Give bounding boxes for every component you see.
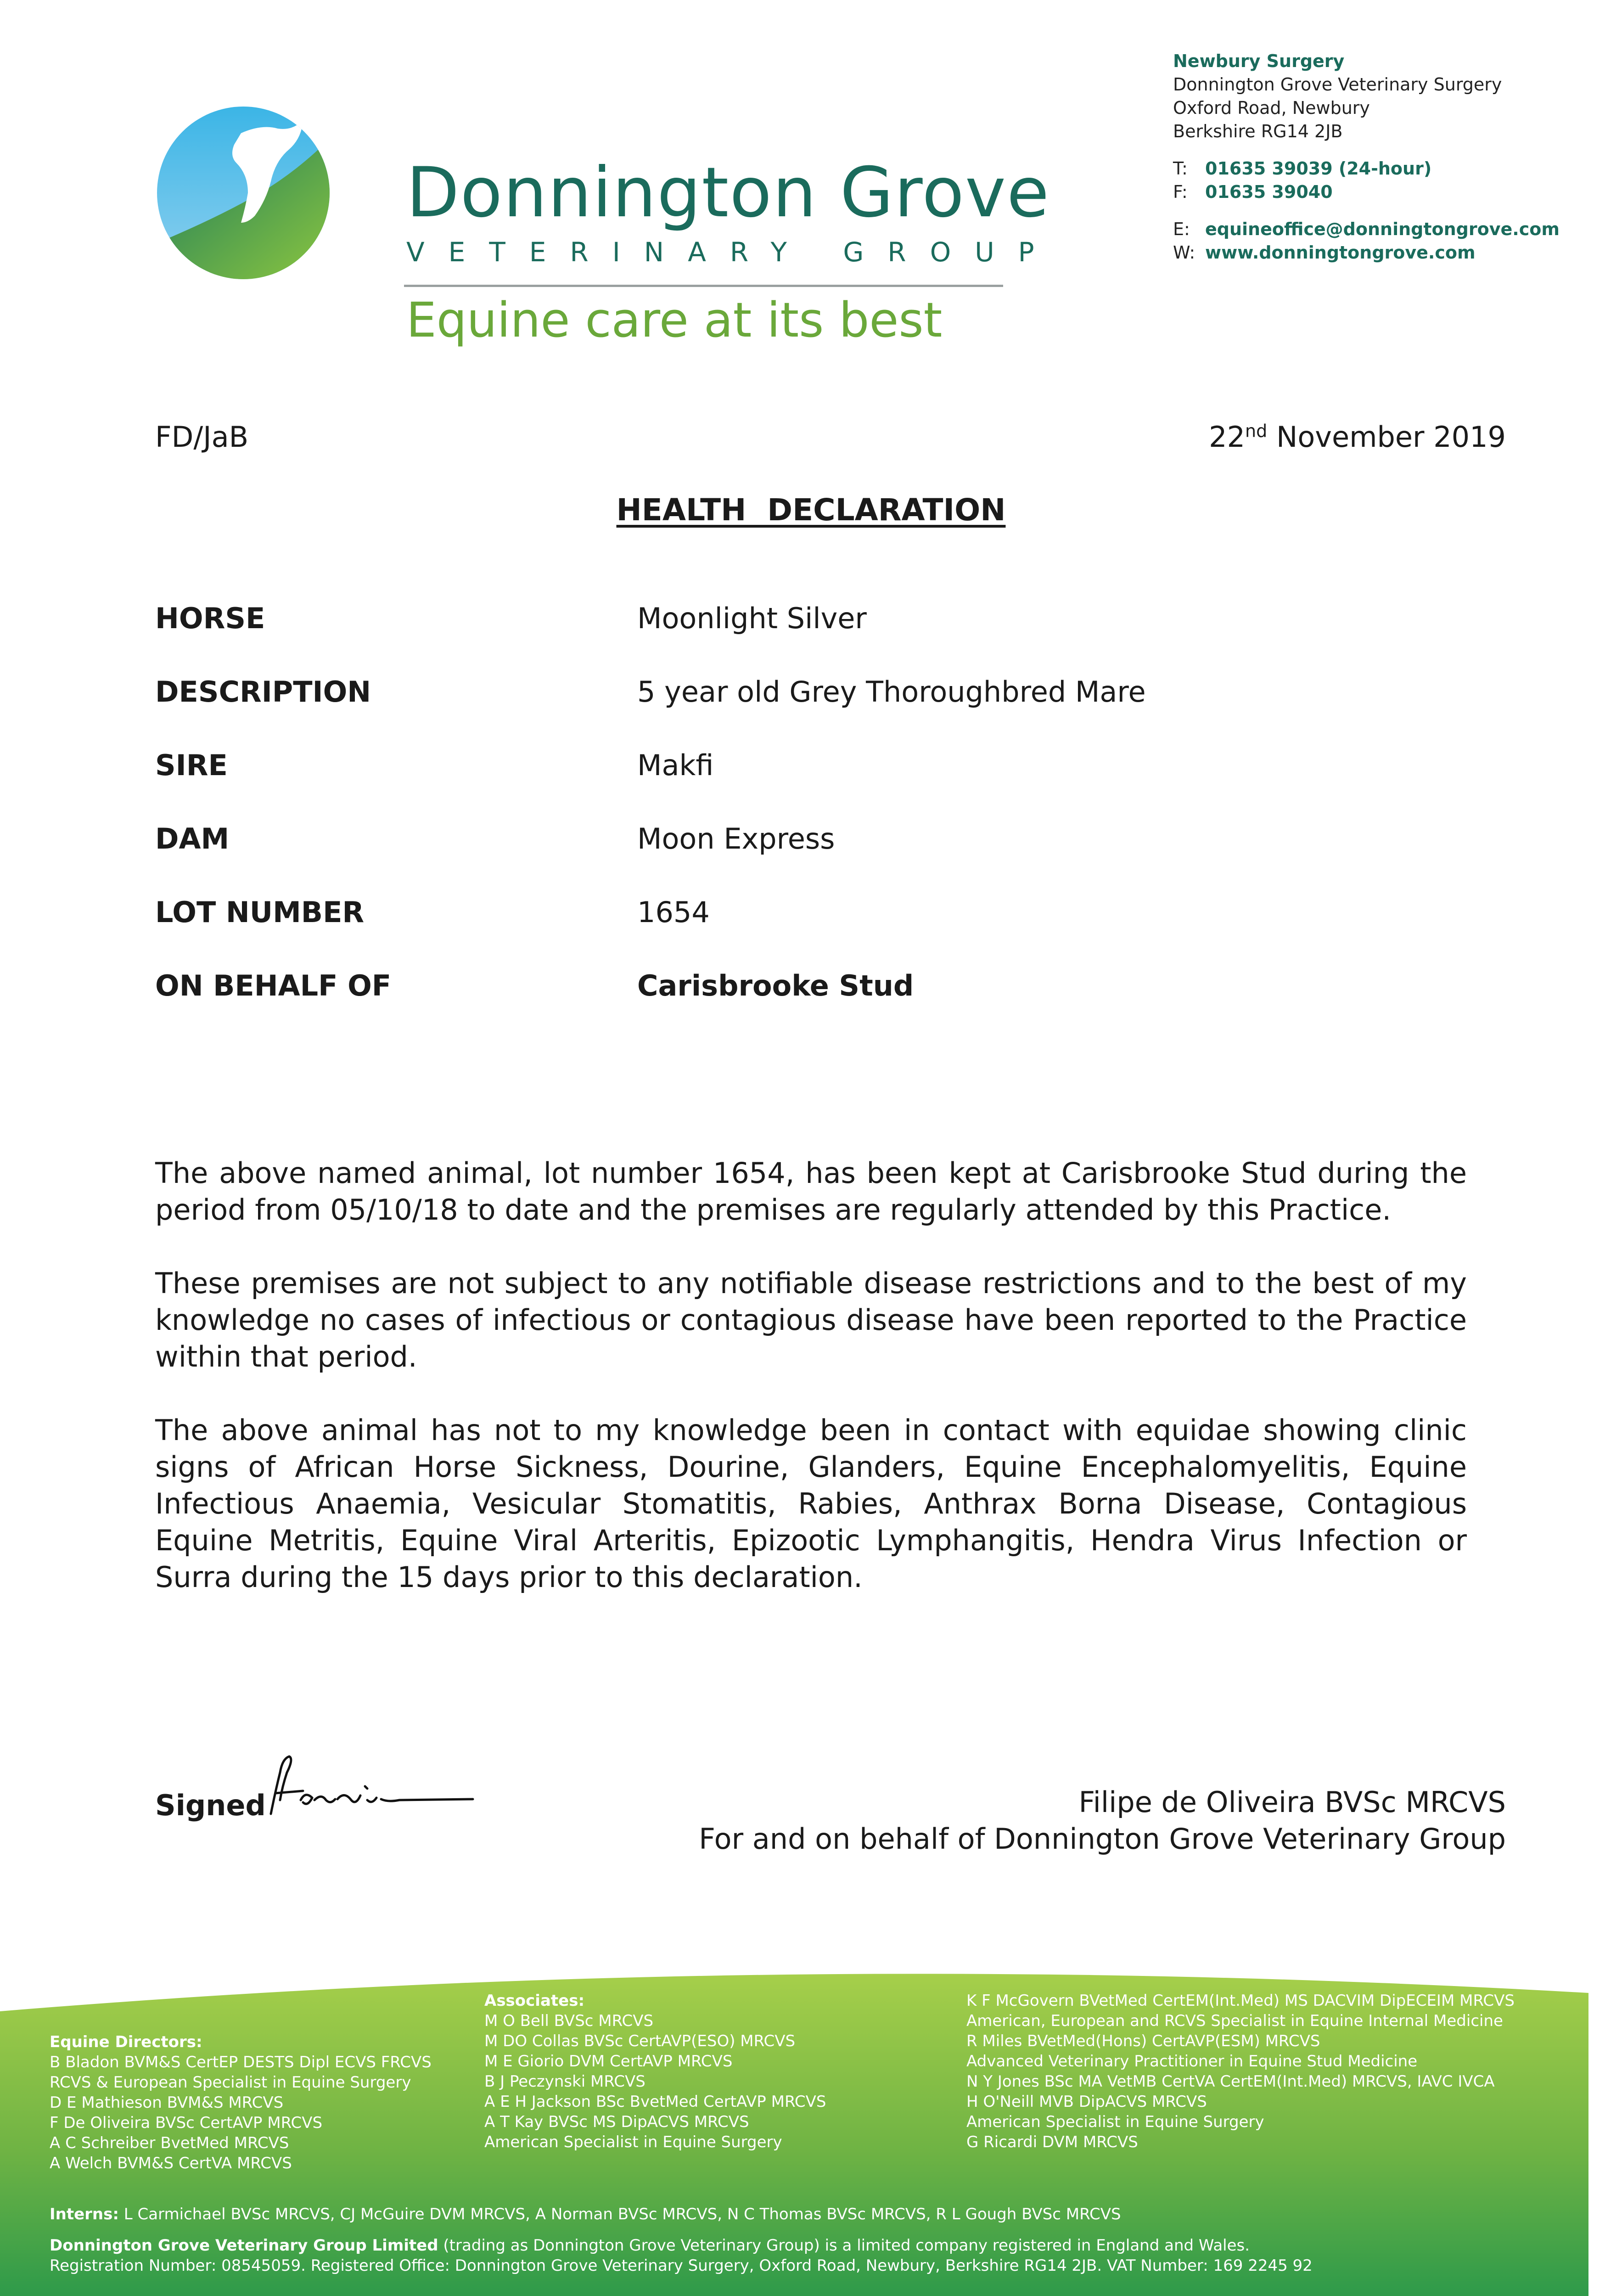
associates-heading: Associates:: [484, 1992, 585, 2010]
associate-entry: Advanced Veterinary Practitioner in Equine Stud Medicine: [966, 2052, 1418, 2071]
brand-divider: [404, 285, 1003, 287]
brand-tagline: Equine care at its best: [406, 292, 943, 348]
associate-entry: H O'Neill MVB DipACVS MRCVS: [966, 2093, 1207, 2111]
signer-name: Filipe de Oliveira BVSc MRCVS: [1078, 1785, 1506, 1819]
fax-number: 01635 39040: [1205, 182, 1333, 202]
associate-entry: N Y Jones BSc MA VetMB CertVA CertEM(Int.Med) MRCVS, IAVC IVCA: [966, 2072, 1495, 2091]
detail-row: [155, 895, 1487, 969]
detail-label: HORSE: [155, 602, 265, 635]
director-entry: D E Mathieson BVM&S MRCVS: [50, 2093, 284, 2112]
associates-list: [484, 1991, 826, 2152]
email-label: E:: [1173, 219, 1190, 239]
detail-row: [155, 748, 1487, 822]
tel-label: T:: [1173, 158, 1188, 179]
contact-heading: Newbury Surgery: [1173, 51, 1345, 71]
associate-entry: M E Giorio DVM CertAVP MRCVS: [484, 2052, 733, 2071]
associate-entry: American, European and RCVS Specialist in Equine Internal Medicine: [966, 2012, 1503, 2030]
detail-row: [155, 675, 1487, 748]
detail-row: [155, 602, 1487, 675]
website-link[interactable]: www.donningtongrove.com: [1205, 242, 1476, 263]
company-text: (trading as Donnington Grove Veterinary Group) is a limited company registered in England and Wales.: [443, 2236, 1250, 2255]
reference-code: FD/JaB: [155, 420, 249, 454]
logo-icon: [156, 106, 331, 280]
signature-image: [262, 1745, 477, 1828]
date-month-year: November 2019: [1267, 420, 1506, 454]
footer: [0, 1956, 1622, 2296]
detail-value: Moonlight Silver: [637, 602, 867, 635]
body-paragraph: These premises are not subject to any notifiable disease restrictions and to the best of my knowledge no cases of infectious or contagious disease have been reported to the Practice within that period.: [155, 1266, 1467, 1373]
director-entry: RCVS & European Specialist in Equine Surgery: [50, 2073, 411, 2092]
signer-organisation: For and on behalf of Donnington Grove Veterinary Group: [699, 1822, 1506, 1856]
email-link[interactable]: equineoffice@donningtongrove.com: [1205, 219, 1560, 239]
director-entry: A C Schreiber BvetMed MRCVS: [50, 2134, 289, 2152]
detail-value: 5 year old Grey Thoroughbred Mare: [637, 675, 1146, 709]
detail-label: SIRE: [155, 748, 228, 782]
associates-list-2: [966, 1991, 1515, 2152]
directors-heading: Equine Directors:: [50, 2033, 202, 2051]
date-suffix: nd: [1245, 421, 1268, 441]
detail-label: DAM: [155, 822, 230, 855]
body-paragraph: The above named animal, lot number 1654, has been kept at Carisbrooke Stud during the period from 05/10/18 to date and the premises are regularly attended by this Practice.: [155, 1156, 1467, 1227]
body-paragraph: The above animal has not to my knowledge been in contact with equidae showing clinic signs of African Horse Sickness, Dourine, Glanders, Equine Encephalomyelitis, Equine Infectious Anaemia, Vesicular Stomatitis, Rabies, Anthrax Borna Disease, Contagious Equine Metritis, Equine Viral Arteritis, Epizootic Lymphangitis, Hendra Virus Infection or Surra during the 15 days prior to this declaration.: [155, 1413, 1467, 1594]
director-entry: F De Oliveira BVSc CertAVP MRCVS: [50, 2114, 323, 2132]
company-heading: Donnington Grove Veterinary Group Limited: [50, 2236, 438, 2255]
detail-row: [155, 822, 1487, 895]
detail-label: LOT NUMBER: [155, 895, 365, 929]
interns-heading: Interns:: [50, 2205, 119, 2223]
associate-entry: A T Kay BVSc MS DipACVS MRCVS: [484, 2113, 749, 2131]
associate-entry: K F McGovern BVetMed CertEM(Int.Med) MS DACVIM DipECEIM MRCVS: [966, 1992, 1515, 2010]
horse-details: [155, 602, 1487, 1042]
associate-entry: American Specialist in Equine Surgery: [966, 2113, 1264, 2131]
associate-entry: American Specialist in Equine Surgery: [484, 2133, 782, 2151]
company-line: [50, 2235, 1250, 2256]
contact-block: [1173, 50, 1560, 264]
fax-label: F:: [1173, 182, 1188, 202]
associate-entry: R Miles BVetMed(Hons) CertAVP(ESM) MRCVS: [966, 2032, 1320, 2050]
brand-subtitle: VETERINARY GROUP: [406, 236, 1058, 268]
signed-label: Signed: [155, 1789, 266, 1822]
detail-label: ON BEHALF OF: [155, 969, 392, 1002]
web-label: W:: [1173, 242, 1195, 263]
signer-block: [699, 1784, 1506, 1857]
document-title: [0, 492, 1622, 528]
associate-entry: M DO Collas BVSc CertAVP(ESO) MRCVS: [484, 2032, 796, 2050]
interns-line: [50, 2204, 1121, 2224]
detail-value: Moon Express: [637, 822, 835, 855]
associate-entry: M O Bell BVSc MRCVS: [484, 2012, 654, 2030]
associate-entry: A E H Jackson BSc BvetMed CertAVP MRCVS: [484, 2093, 826, 2111]
detail-value: 1654: [637, 895, 710, 929]
declaration-body: [155, 1155, 1467, 1632]
associate-entry: B J Peczynski MRCVS: [484, 2072, 645, 2091]
address-line: Donnington Grove Veterinary Surgery: [1173, 74, 1502, 95]
detail-value: Makfi: [637, 748, 714, 782]
detail-value: Carisbrooke Stud: [637, 969, 914, 1002]
registration-line: Registration Number: 08545059. Registered Office: Donnington Grove Veterinary Surgery, Oxford Road, Newbury, Berkshire RG14 2JB. VAT Number: 169 2245 92: [50, 2257, 1313, 2275]
detail-row: [155, 969, 1487, 1042]
interns-list: L Carmichael BVSc MRCVS, CJ McGuire DVM MRCVS, A Norman BVSc MRCVS, N C Thomas BVSc MRCVS, R L Gough BVSc MRCVS: [123, 2205, 1121, 2223]
detail-label: DESCRIPTION: [155, 675, 371, 709]
document-title-text: HEALTH DECLARATION: [616, 492, 1006, 528]
date-day: 22: [1209, 420, 1246, 454]
brand-name: Donnington Grove: [406, 153, 1050, 233]
director-entry: A Welch BVM&S CertVA MRCVS: [50, 2154, 292, 2172]
director-entry: B Bladon BVM&S CertEP DESTS Dipl ECVS FRCVS: [50, 2053, 432, 2071]
address-line: Berkshire RG14 2JB: [1173, 121, 1343, 141]
directors-list: [50, 2032, 432, 2173]
associate-entry: G Ricardi DVM MRCVS: [966, 2133, 1138, 2151]
address-line: Oxford Road, Newbury: [1173, 98, 1370, 118]
tel-number: 01635 39039 (24-hour): [1205, 158, 1432, 179]
letter-date: [1209, 420, 1506, 454]
